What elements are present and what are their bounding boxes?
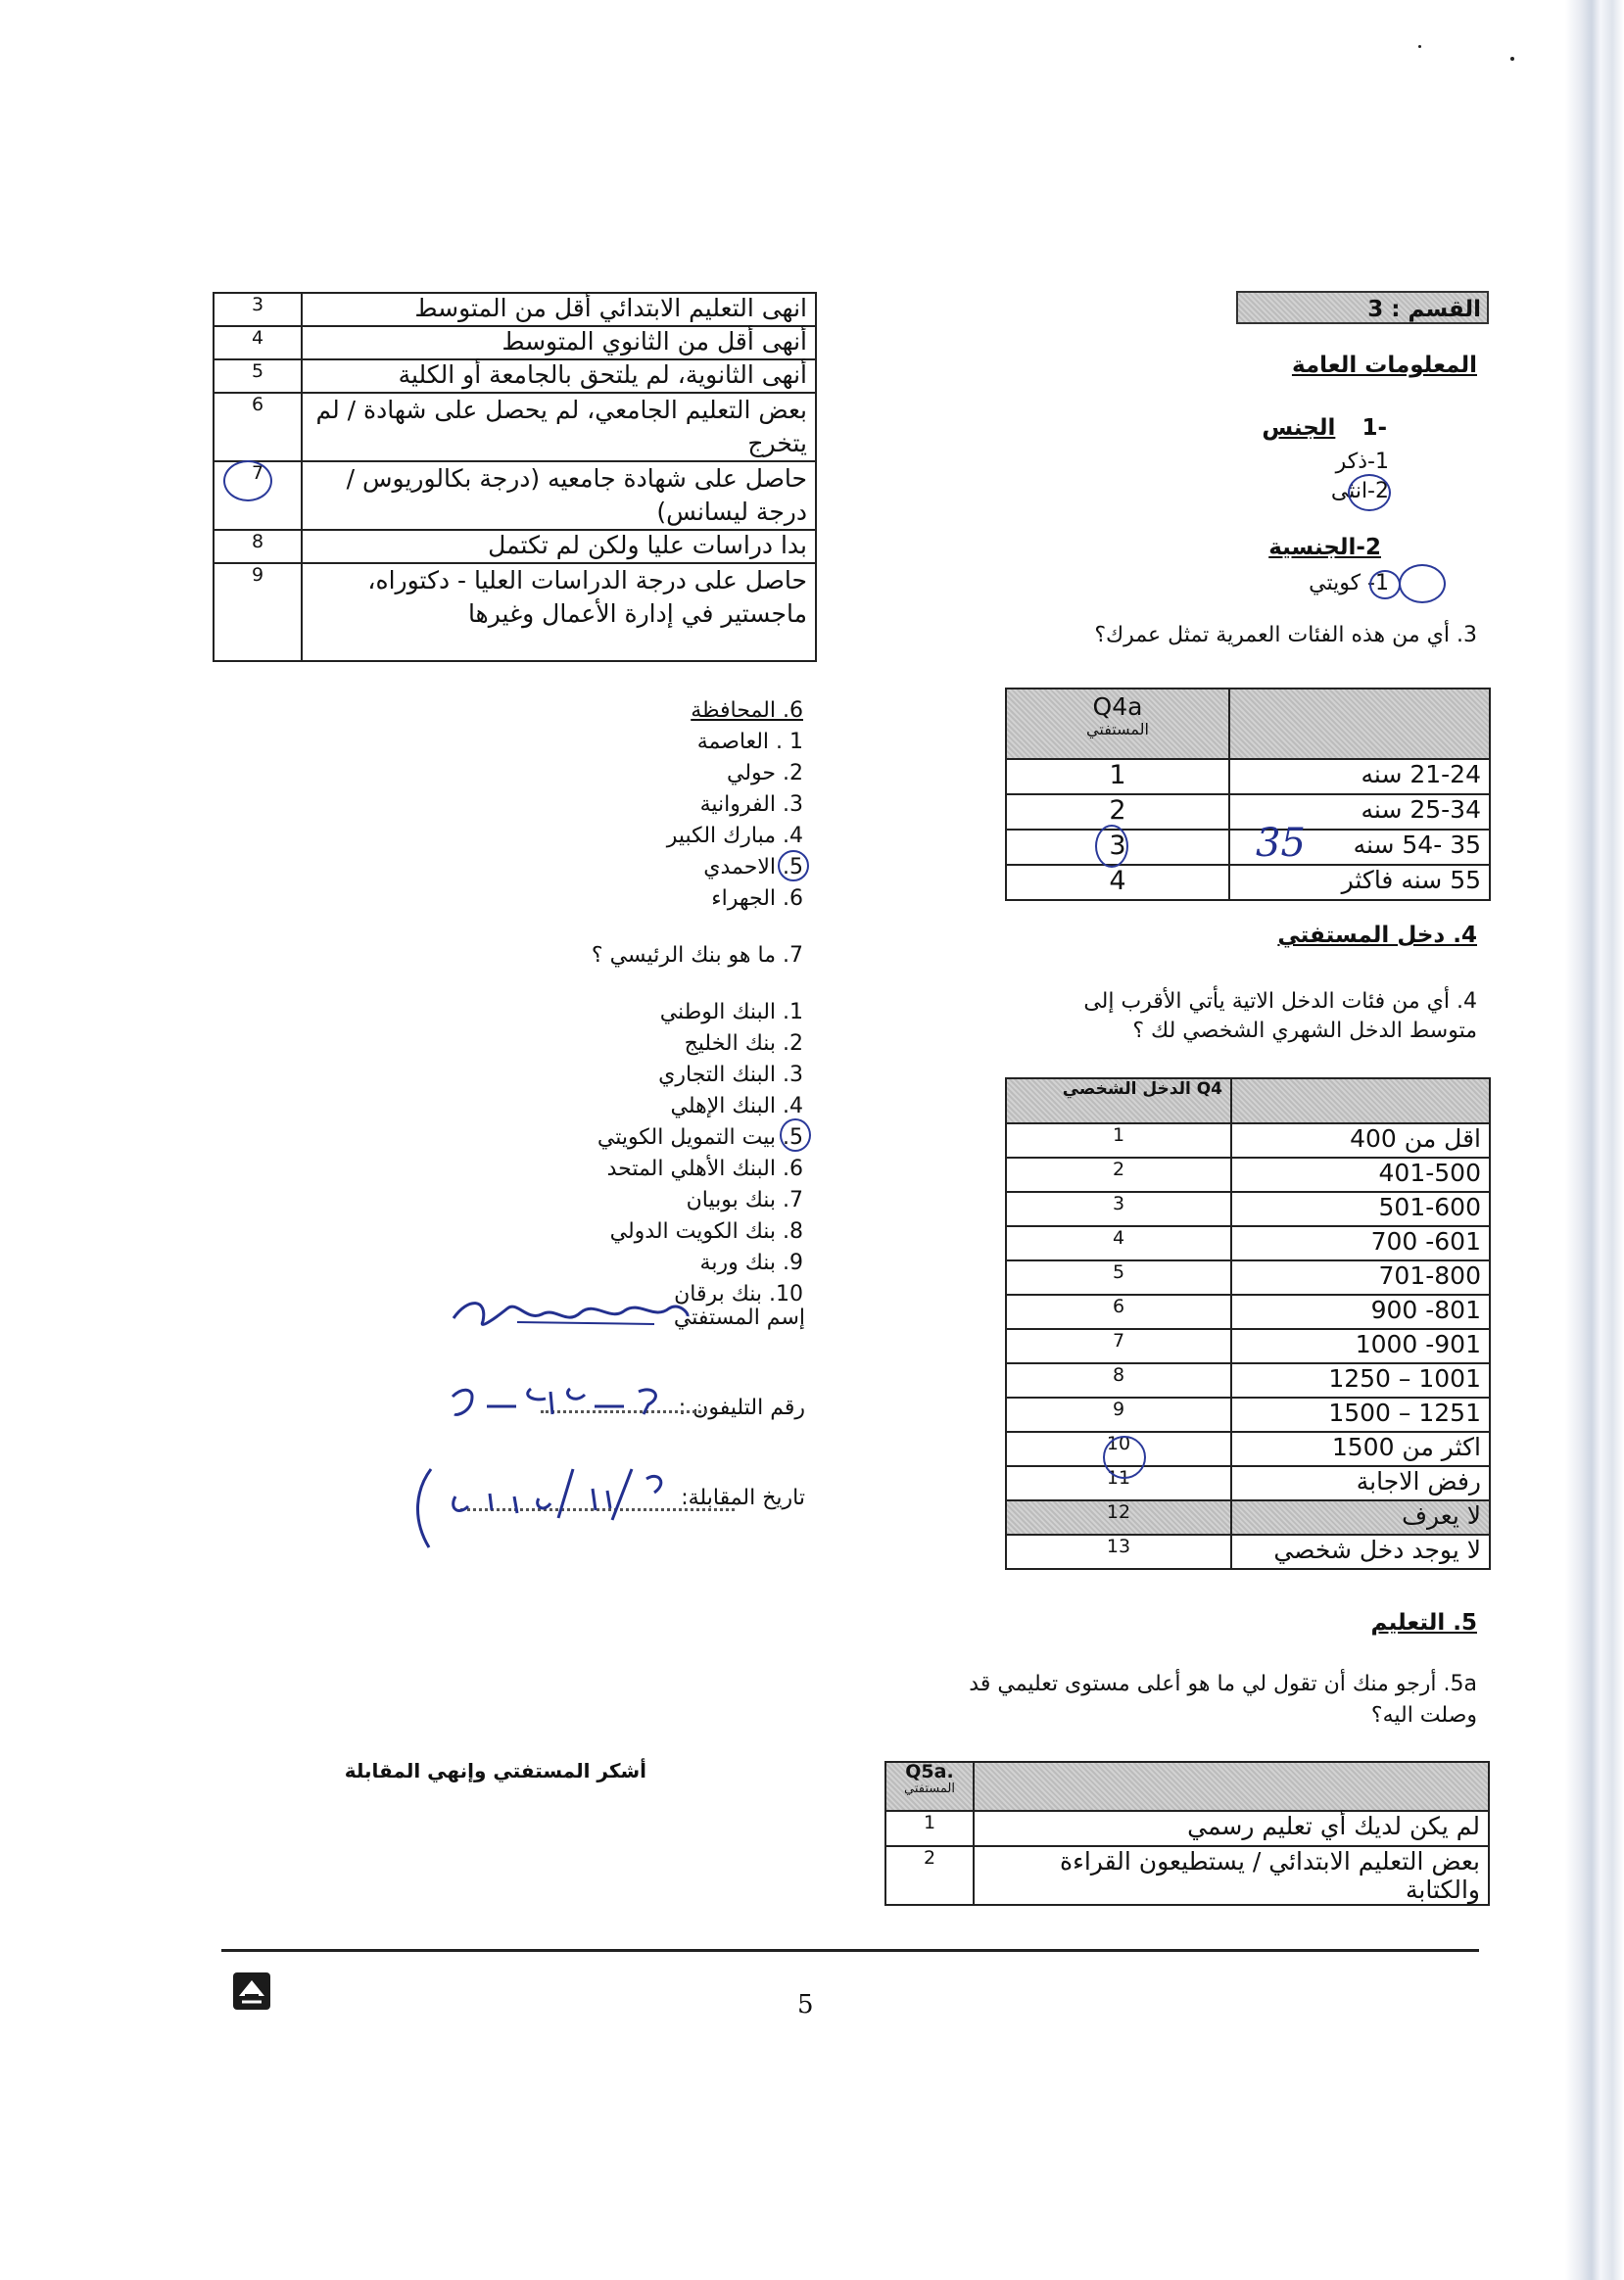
- edu-code[interactable]: 6: [214, 393, 302, 461]
- income-table: [1005, 1077, 1491, 1570]
- edu-label: بدا دراسات عليا ولكن لم تكتمل: [302, 530, 816, 563]
- table-row: [214, 530, 816, 563]
- age-header-code: Q4a: [1092, 692, 1143, 721]
- q2-option-kuwaiti[interactable]: 1- كويتي: [1309, 571, 1389, 595]
- date-label: تاريخ المقابلة:: [681, 1486, 805, 1510]
- income-label: لا يوجد دخل شخصي: [1231, 1535, 1490, 1569]
- q1-title: الجنس: [1262, 415, 1336, 441]
- q7-title: 7. ما هو بنك الرئيسي ؟: [591, 943, 803, 968]
- general-info-heading: المعلومات العامة: [1291, 353, 1477, 378]
- income-label: 1251 – 1500: [1231, 1398, 1490, 1432]
- table-row: [1006, 794, 1490, 830]
- education-heading: 5. التعليم: [1370, 1610, 1477, 1636]
- q7-option[interactable]: 5. بيت التمويل الكويتي: [597, 1125, 803, 1150]
- income-code[interactable]: 9: [1006, 1398, 1231, 1432]
- edu-code[interactable]: 1: [885, 1811, 974, 1846]
- q7-option[interactable]: 9. بنك وربة: [699, 1251, 803, 1275]
- income-label: 701-800: [1231, 1260, 1490, 1295]
- q2-title: 2-الجنسية: [1268, 535, 1381, 560]
- table-row: [1006, 1226, 1490, 1260]
- scan-speck: [1418, 45, 1421, 48]
- q1-label: -1: [1361, 415, 1387, 441]
- age-code[interactable]: 2: [1006, 794, 1229, 830]
- age-header-blank: [1229, 689, 1490, 759]
- table-row: [214, 563, 816, 661]
- edu-table-large: [213, 292, 817, 662]
- q6-option[interactable]: 1 . العاصمة: [696, 730, 803, 754]
- q6-option[interactable]: 3. الفروانية: [699, 792, 803, 817]
- q1-option-female[interactable]: 2-انثى: [1330, 479, 1389, 503]
- table-row: [1006, 1123, 1490, 1158]
- phone-label: رقم التليفون :: [678, 1396, 805, 1420]
- q7-option[interactable]: 1. البنك الوطني: [659, 1000, 803, 1024]
- answer-circle: [778, 850, 809, 881]
- income-label: 1001 – 1250: [1231, 1363, 1490, 1398]
- income-code[interactable]: 11: [1006, 1466, 1231, 1500]
- edu-label: حاصل على شهادة جامعيه (درجة بكالوريوس / درجة ليسانس): [302, 461, 816, 530]
- age-code[interactable]: 3: [1006, 830, 1229, 865]
- table-row: [1006, 1329, 1490, 1363]
- answer-circle: [1095, 825, 1128, 868]
- edu-small-header-blank: [974, 1762, 1489, 1811]
- edu-code[interactable]: 2: [885, 1846, 974, 1905]
- q4-text: 4. أي من فئات الدخل الاتية يأتي الأقرب إلى متوسط الدخل الشهري الشخصي لك ؟: [1083, 989, 1477, 1043]
- q6-option[interactable]: 6. الجهراء: [711, 886, 803, 911]
- table-row: [1006, 1192, 1490, 1226]
- age-header-sub: المستفتي: [1086, 719, 1149, 738]
- age-label: 21-24 سنه: [1229, 759, 1490, 794]
- table-row: [214, 293, 816, 326]
- company-logo-icon: [231, 1971, 272, 2016]
- answer-circle: [1348, 474, 1391, 511]
- income-label: رفض الاجابة: [1231, 1466, 1490, 1500]
- income-code[interactable]: 10: [1006, 1432, 1231, 1466]
- age-label: 55 سنه فاكثر: [1229, 865, 1490, 900]
- edu-small-header: [885, 1762, 1489, 1811]
- respondent-name-label: إسم المستفتي: [673, 1306, 805, 1330]
- answer-circle: [1103, 1436, 1146, 1479]
- q6-option[interactable]: 4. مبارك الكبير: [666, 824, 803, 848]
- table-row: [1006, 1363, 1490, 1398]
- q6-option[interactable]: 5. الاحمدي: [703, 855, 803, 879]
- age-code[interactable]: 1: [1006, 759, 1229, 794]
- page-number: 5: [797, 1990, 814, 2019]
- edu-label: أنهى الثانوية، لم يلتحق بالجامعة أو الكلية: [302, 359, 816, 393]
- edu-small-header-code-cell: [885, 1762, 974, 1811]
- income-code[interactable]: 2: [1006, 1158, 1231, 1192]
- edu-code[interactable]: 8: [214, 530, 302, 563]
- edu-label: انهى التعليم الابتدائي أقل من المتوسط: [302, 293, 816, 326]
- edu-small-header-code: Q5a.: [905, 1761, 954, 1782]
- age-label: 25-34 سنه: [1229, 794, 1490, 830]
- table-row: [1006, 1158, 1490, 1192]
- income-label: اقل من 400: [1231, 1123, 1490, 1158]
- q3-text: 3. أي من هذه الفئات العمرية تمثل عمرك؟: [1094, 623, 1477, 647]
- income-label: 601- 700: [1231, 1226, 1490, 1260]
- income-code[interactable]: 5: [1006, 1260, 1231, 1295]
- age-label: 35 -54 سنه: [1229, 830, 1490, 865]
- income-header-blank: [1231, 1078, 1490, 1123]
- table-row: [214, 326, 816, 359]
- edu-table-small: [884, 1761, 1490, 1906]
- income-label: 801- 900: [1231, 1295, 1490, 1329]
- income-label: لا يعرف: [1231, 1500, 1490, 1535]
- table-row: [214, 393, 816, 461]
- age-header-code-cell: [1006, 689, 1229, 759]
- edu-code[interactable]: 9: [214, 563, 302, 661]
- scan-speck: [1510, 57, 1514, 61]
- edu-small-header-sub: المستفتي: [904, 1781, 955, 1796]
- income-code[interactable]: 6: [1006, 1295, 1231, 1329]
- q5a-text: 5a. أرجو منك أن تقول لي ما هو أعلى مستوى تعليمي قد وصلت اليه؟: [969, 1672, 1477, 1728]
- income-label: 901- 1000: [1231, 1329, 1490, 1363]
- table-row: [1006, 1398, 1490, 1432]
- section-title: القسم : 3: [1236, 291, 1489, 324]
- income-code[interactable]: 12: [1006, 1500, 1231, 1535]
- table-row: [214, 461, 816, 530]
- q7-option[interactable]: 6. البنك الأهلي المتحد: [606, 1157, 803, 1181]
- table-row: [885, 1811, 1489, 1846]
- table-row: [1006, 1432, 1490, 1466]
- date-handwritten: [411, 1459, 725, 1557]
- income-code[interactable]: 4: [1006, 1226, 1231, 1260]
- income-code[interactable]: 1: [1006, 1123, 1231, 1158]
- income-label: 401-500: [1231, 1158, 1490, 1192]
- income-table-header: [1006, 1078, 1490, 1123]
- income-label: اكثر من 1500: [1231, 1432, 1490, 1466]
- q7-options: [597, 997, 803, 1310]
- q7-option[interactable]: 7. بنك بوبيان: [686, 1188, 803, 1212]
- edu-code[interactable]: 4: [214, 326, 302, 359]
- edu-label: بعض التعليم الجامعي، لم يحصل على شهادة / لم يتخرج: [302, 393, 816, 461]
- edu-label: حاصل على درجة الدراسات العليا - دكتوراه، ماجستير في إدارة الأعمال وغيرها: [302, 563, 816, 661]
- income-header: Q4 الدخل الشخصي: [1006, 1078, 1231, 1123]
- scan-edge: [1565, 0, 1624, 2280]
- income-code[interactable]: 13: [1006, 1535, 1231, 1569]
- edu-code[interactable]: 5: [214, 359, 302, 393]
- table-row: [1006, 830, 1490, 865]
- edu-label: أنهى أقل من الثانوي المتوسط: [302, 326, 816, 359]
- closing-instruction: أشكر المستفتي وإنهي المقابلة: [344, 1759, 646, 1782]
- income-code[interactable]: 8: [1006, 1363, 1231, 1398]
- q7-option[interactable]: 4. البنك الإهلي: [670, 1094, 803, 1118]
- table-row: [1006, 865, 1490, 900]
- table-row: [1006, 1535, 1490, 1569]
- q1-option-male[interactable]: 1-ذكر: [1335, 450, 1389, 474]
- table-row: [1006, 1295, 1490, 1329]
- respondent-signature: [449, 1287, 693, 1336]
- income-label: 501-600: [1231, 1192, 1490, 1226]
- q6-option[interactable]: 2. حولي: [727, 761, 803, 785]
- edu-label: لم يكن لديك أي تعليم رسمي: [974, 1811, 1489, 1846]
- table-row: [1006, 759, 1490, 794]
- q7-option[interactable]: 3. البنك التجاري: [658, 1063, 803, 1087]
- footer-rule: [221, 1949, 1479, 1952]
- edu-label: بعض التعليم الابتدائي / يستطيعون القراءة والكتابة: [974, 1846, 1489, 1905]
- age-code[interactable]: 4: [1006, 865, 1229, 900]
- income-heading: 4. دخل المستفتي: [1277, 923, 1477, 948]
- answer-circle: [1399, 564, 1446, 603]
- table-row: [1006, 1500, 1490, 1535]
- age-table-header: [1006, 689, 1490, 759]
- table-row: [214, 359, 816, 393]
- q6-block: [667, 695, 803, 915]
- income-code[interactable]: 7: [1006, 1329, 1231, 1363]
- q7-option[interactable]: 10. بنك برقان: [674, 1282, 803, 1306]
- handwritten-age-note: 35: [1256, 821, 1306, 866]
- edu-code[interactable]: 7: [214, 461, 302, 530]
- edu-code[interactable]: 3: [214, 293, 302, 326]
- answer-circle: [223, 460, 272, 501]
- q7-option[interactable]: 2. بنك الخليج: [684, 1031, 803, 1056]
- table-row: [1006, 1260, 1490, 1295]
- q7-option[interactable]: 8. بنك الكويت الدولي: [609, 1219, 803, 1244]
- q6-title: 6. المحافظة: [691, 698, 803, 723]
- table-row: [885, 1846, 1489, 1905]
- age-table: [1005, 688, 1491, 901]
- answer-circle: [1369, 570, 1401, 599]
- q1-gender: [1262, 415, 1387, 441]
- answer-circle: [780, 1118, 811, 1152]
- income-code[interactable]: 3: [1006, 1192, 1231, 1226]
- table-row: [1006, 1466, 1490, 1500]
- phone-number-handwritten: [443, 1377, 697, 1426]
